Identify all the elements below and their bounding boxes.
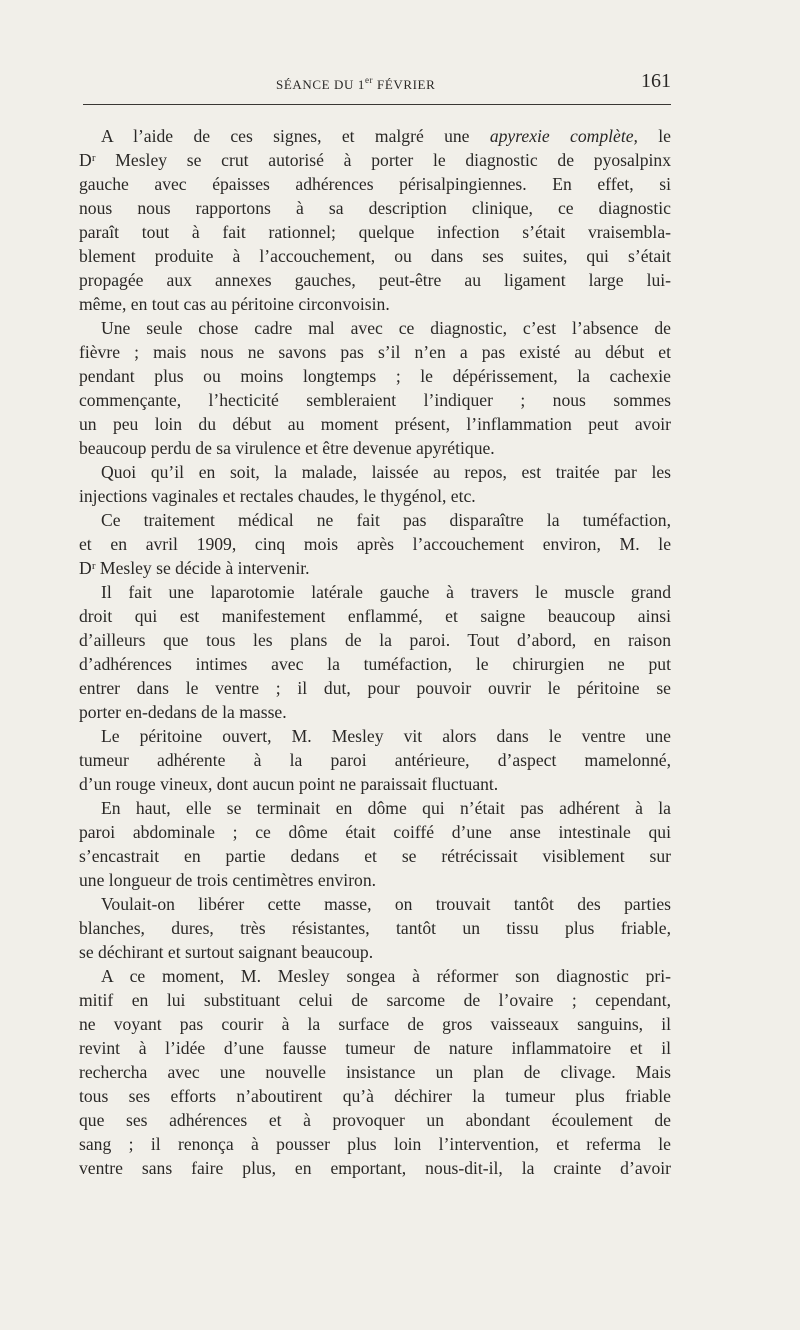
text-line xyxy=(79,292,671,316)
text-line xyxy=(79,796,671,820)
running-head xyxy=(276,75,435,93)
text-line xyxy=(79,172,671,196)
line-text: commençante, l’hecticité sembleraient l’indiquer ; nous sommes xyxy=(79,390,671,410)
text-line xyxy=(79,820,671,844)
line-text: tumeur adhérente à la paroi antérieure, d’aspect mamelonné, xyxy=(79,750,671,770)
line-text: paroi abdominale ; ce dôme était coiffé d’une anse intestinale qui xyxy=(79,822,671,842)
text-line xyxy=(79,484,671,508)
running-head-main: SÉANCE DU 1 xyxy=(276,77,365,92)
text-line xyxy=(79,772,671,796)
text-line xyxy=(79,652,671,676)
line-text: nous nous rapportons à sa description clinique, ce diagnostic xyxy=(79,198,671,218)
text-line xyxy=(79,988,671,1012)
text-line xyxy=(79,220,671,244)
line-text: propagée aux annexes gauches, peut-être au ligament large lui- xyxy=(79,270,671,290)
body-text xyxy=(79,124,671,1180)
text-line xyxy=(79,436,671,460)
text-line xyxy=(79,412,671,436)
line-text: et en avril 1909, cinq mois après l’accouchement environ, M. le xyxy=(79,534,671,554)
header-rule xyxy=(83,104,671,105)
line-text: porter en-dedans de la masse. xyxy=(79,702,287,722)
text-line xyxy=(79,1012,671,1036)
text-line xyxy=(79,748,671,772)
line-text: paraît tout à fait rationnel; quelque infection s’était vraisembla- xyxy=(79,222,671,242)
text-line xyxy=(79,964,671,988)
line-text: A l’aide de ces signes, et malgré une xyxy=(101,126,490,146)
line-text: beaucoup perdu de sa virulence et être devenue apyrétique. xyxy=(79,438,495,458)
line-text: se déchirant et surtout saignant beaucoup. xyxy=(79,942,374,962)
text-line xyxy=(79,460,671,484)
text-line xyxy=(79,1060,671,1084)
text-line xyxy=(79,556,671,580)
line-text: fièvre ; mais nous ne savons pas s’il n’en a pas existé au début et xyxy=(79,342,671,362)
line-text: Quoi qu’il en soit, la malade, laissée au repos, est traitée par les xyxy=(101,462,671,482)
text-line xyxy=(79,1036,671,1060)
line-text: tous ses efforts n’aboutirent qu’à déchirer la tumeur plus friable xyxy=(79,1086,671,1106)
line-text: sang ; il renonça à pousser plus loin l’intervention, et referma le xyxy=(79,1134,671,1154)
page-number: 161 xyxy=(641,70,671,92)
text-line xyxy=(79,916,671,940)
line-text: entrer dans le ventre ; il dut, pour pouvoir ouvrir le péritoine se xyxy=(79,678,671,698)
line-text: gauche avec épaisses adhérences périsalpingiennes. En effet, si xyxy=(79,174,671,194)
line-text: blement produite à l’accouchement, ou dans ses suites, qui s’était xyxy=(79,246,671,266)
line-text: droit qui est manifestement enflammé, et saigne beaucoup ainsi xyxy=(79,606,671,626)
line-text: s’encastrait en partie dedans et se rétrécissait visiblement sur xyxy=(79,846,671,866)
line-text: Le péritoine ouvert, M. Mesley vit alors dans le ventre une xyxy=(101,726,671,746)
running-head-superscript: er xyxy=(364,75,374,85)
running-head-tail: FÉVRIER xyxy=(373,77,436,92)
text-line xyxy=(79,868,671,892)
line-text: une longueur de trois centimètres environ. xyxy=(79,870,377,890)
text-line xyxy=(79,700,671,724)
text-line xyxy=(79,196,671,220)
text-line xyxy=(79,388,671,412)
line-text: d’ailleurs que tous les plans de la paroi. Tout d’abord, en raison xyxy=(79,630,671,650)
text-line xyxy=(79,1156,671,1180)
text-line xyxy=(79,1108,671,1132)
text-line xyxy=(79,1132,671,1156)
line-text: blanches, dures, très résistantes, tantôt un tissu plus friable, xyxy=(79,918,671,938)
line-text: Dʳ Mesley se décide à intervenir. xyxy=(79,558,310,578)
line-text: rechercha avec une nouvelle insistance un plan de clivage. Mais xyxy=(79,1062,671,1082)
line-text: même, en tout cas au péritoine circonvoisin. xyxy=(79,294,390,314)
text-line xyxy=(79,724,671,748)
line-text-tail: le xyxy=(637,126,671,146)
page-header xyxy=(79,70,671,100)
line-text: ne voyant pas courir à la surface de gros vaisseaux sanguins, il xyxy=(79,1014,671,1034)
text-line xyxy=(79,844,671,868)
line-text: mitif en lui substituant celui de sarcome de l’ovaire ; cependant, xyxy=(79,990,671,1010)
line-text: que ses adhérences et à provoquer un abondant écoulement de xyxy=(79,1110,671,1130)
line-text: Voulait-on libérer cette masse, on trouvait tantôt des parties xyxy=(101,894,671,914)
text-line xyxy=(79,316,671,340)
line-text: d’adhérences intimes avec la tuméfaction, le chirurgien ne put xyxy=(79,654,671,674)
text-line xyxy=(79,892,671,916)
text-line xyxy=(79,604,671,628)
line-text: Ce traitement médical ne fait pas disparaître la tuméfaction, xyxy=(101,510,671,530)
line-text: En haut, elle se terminait en dôme qui n’était pas adhérent à la xyxy=(101,798,671,818)
text-line xyxy=(79,1084,671,1108)
line-text: un peu loin du début au moment présent, l’inflammation peut avoir xyxy=(79,414,671,434)
text-line xyxy=(79,148,671,172)
text-line xyxy=(79,940,671,964)
line-text: Dʳ Mesley se crut autorisé à porter le diagnostic de pyosalpinx xyxy=(79,150,671,170)
line-text: revint à l’idée d’une fausse tumeur de nature inflammatoire et il xyxy=(79,1038,671,1058)
text-line xyxy=(79,340,671,364)
text-line xyxy=(79,580,671,604)
text-line xyxy=(79,244,671,268)
line-text: A ce moment, M. Mesley songea à réformer son diagnostic pri- xyxy=(101,966,671,986)
line-text: pendant plus ou moins longtemps ; le dépérissement, la cachexie xyxy=(79,366,671,386)
line-text: Une seule chose cadre mal avec ce diagnostic, c’est l’absence de xyxy=(101,318,671,338)
text-line xyxy=(79,364,671,388)
text-line xyxy=(79,676,671,700)
text-line xyxy=(79,124,671,148)
text-line xyxy=(79,628,671,652)
italic-text: apyrexie complète, xyxy=(489,126,638,146)
text-line xyxy=(79,532,671,556)
line-text: injections vaginales et rectales chaudes, le thygénol, etc. xyxy=(79,486,476,506)
line-text: ventre sans faire plus, en emportant, nous-dit-il, la crainte d’avoir xyxy=(79,1158,671,1178)
text-line xyxy=(79,268,671,292)
text-line xyxy=(79,508,671,532)
line-text: Il fait une laparotomie latérale gauche à travers le muscle grand xyxy=(101,582,671,602)
line-text: d’un rouge vineux, dont aucun point ne paraissait fluctuant. xyxy=(79,774,499,794)
